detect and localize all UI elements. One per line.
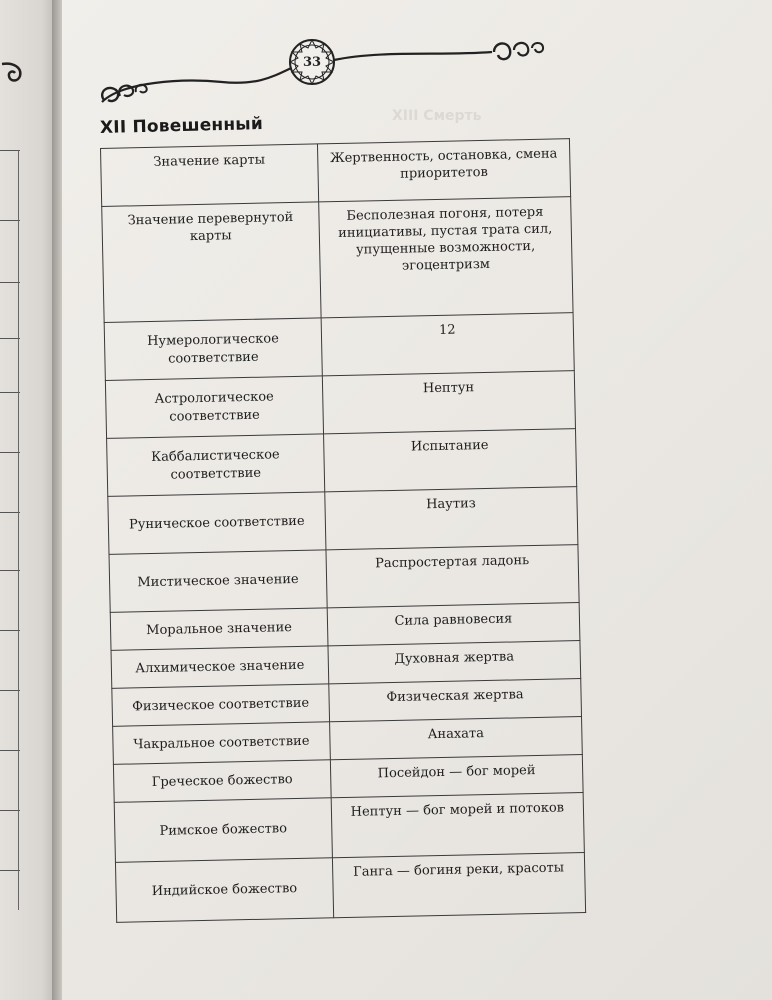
row-value: Посейдон — бог морей <box>330 755 583 798</box>
row-label: Чакральное соответствие <box>113 722 331 765</box>
row-value: Нептун — бог морей и потоков <box>331 793 584 858</box>
row-label: Значение перевернутой карты <box>102 202 321 323</box>
right-swirl-icon <box>334 43 543 60</box>
row-value: Наутиз <box>325 487 578 550</box>
row-label: Моральное значение <box>110 608 328 651</box>
table-row <box>107 429 577 497</box>
row-label: Греческое божество <box>113 760 331 803</box>
row-label: Индийское божество <box>115 858 333 923</box>
row-value: Испытание <box>323 429 576 492</box>
row-value: Физическая жертва <box>329 679 582 722</box>
table-row <box>105 371 575 439</box>
table-row <box>101 139 571 207</box>
card-meaning-table <box>100 138 586 923</box>
row-value: Анахата <box>329 717 582 760</box>
table-row <box>102 197 573 323</box>
row-label: Астрологическое соответствие <box>105 376 323 439</box>
card-title: XII Повешенный <box>99 114 264 138</box>
row-value: Нептун <box>322 371 575 434</box>
table-row <box>115 853 585 923</box>
left-ornament-icon <box>0 60 28 86</box>
row-label: Значение карты <box>101 144 319 207</box>
page-number: 33 <box>302 55 322 70</box>
left-swirl-icon <box>102 64 300 102</box>
row-value: Ганга — богиня реки, красоты <box>332 853 585 918</box>
show-through-heading: XIII Смерть <box>392 108 482 124</box>
table-row <box>108 487 578 555</box>
book-page <box>62 0 772 1000</box>
row-value: Распростертая ладонь <box>326 545 579 608</box>
row-label: Нумерологическое соответствие <box>104 318 322 381</box>
left-page-edge <box>0 0 60 1000</box>
row-value: Духовная жертва <box>328 641 581 684</box>
row-label: Римское божество <box>114 798 332 863</box>
row-value: Жертвенность, остановка, смена приоритетов <box>317 139 570 202</box>
table-row <box>109 545 579 613</box>
table-row <box>104 313 574 381</box>
row-label: Алхимическое значение <box>111 646 329 689</box>
row-value: Сила равновесия <box>327 603 580 646</box>
row-label: Каббалистическое соответствие <box>107 434 325 497</box>
row-value: 12 <box>321 313 574 376</box>
row-label: Мистическое значение <box>109 550 327 613</box>
row-value: Бесполезная погоня, потеря инициативы, пустая трата сил, упущенные возможности, эгоцентризм <box>319 197 573 318</box>
row-label: Руническое соответствие <box>108 492 326 555</box>
table-row <box>114 793 584 863</box>
row-label: Физическое соответствие <box>112 684 330 727</box>
